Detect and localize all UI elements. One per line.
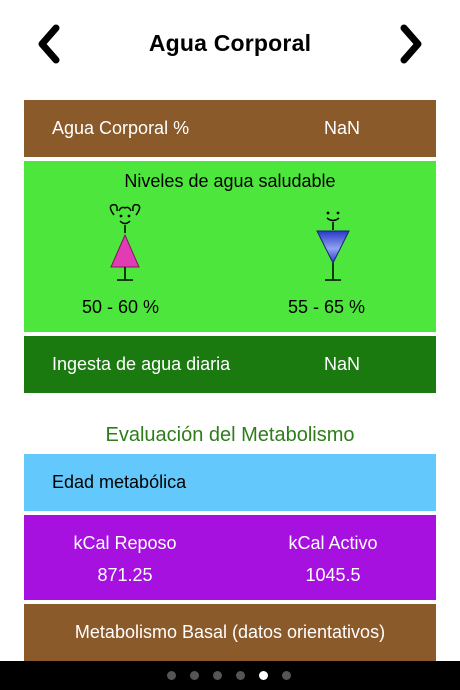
kcal-active-value: 1045.5	[305, 565, 361, 585]
kcal-panel	[24, 515, 436, 600]
page-dot-3[interactable]	[213, 671, 222, 680]
header	[0, 0, 460, 90]
basal-metabolism-row	[24, 604, 436, 661]
male-figure-icon	[308, 203, 358, 283]
page-dot-2[interactable]	[190, 671, 199, 680]
page-dot-6[interactable]	[282, 671, 291, 680]
healthy-levels-title: Niveles de agua saludable	[124, 171, 336, 191]
female-dress	[111, 235, 139, 267]
chevron-right-icon	[390, 22, 430, 66]
female-range: 50 - 60 %	[82, 297, 160, 317]
page-dot-4[interactable]	[236, 671, 245, 680]
next-button[interactable]	[390, 22, 430, 66]
metabolic-age-row	[24, 454, 436, 511]
body-water-row	[24, 100, 436, 157]
female-figure-icon	[100, 203, 150, 283]
daily-intake-label: Ingesta de agua diaria	[52, 354, 231, 374]
page-indicator	[0, 661, 460, 690]
body-water-label: Agua Corporal %	[52, 118, 190, 138]
kcal-rest-value: 871.25	[97, 565, 153, 585]
kcal-rest-label: kCal Reposo	[73, 533, 177, 553]
basal-metabolism-label: Metabolismo Basal (datos orientativos)	[74, 622, 386, 642]
metabolism-section-title: Evaluación del Metabolismo	[105, 424, 355, 446]
page-dot-1[interactable]	[167, 671, 176, 680]
healthy-water-levels-panel	[24, 161, 436, 332]
daily-water-intake-row	[24, 336, 436, 393]
page-dot-5[interactable]	[259, 671, 268, 680]
body-water-value: NaN	[324, 118, 361, 138]
male-body	[317, 231, 349, 263]
daily-intake-value: NaN	[324, 354, 361, 374]
metabolic-age-label: Edad metabólica	[52, 472, 187, 492]
page-title: Agua Corporal	[148, 30, 312, 56]
kcal-active-label: kCal Activo	[288, 533, 378, 553]
male-range: 55 - 65 %	[288, 297, 366, 317]
